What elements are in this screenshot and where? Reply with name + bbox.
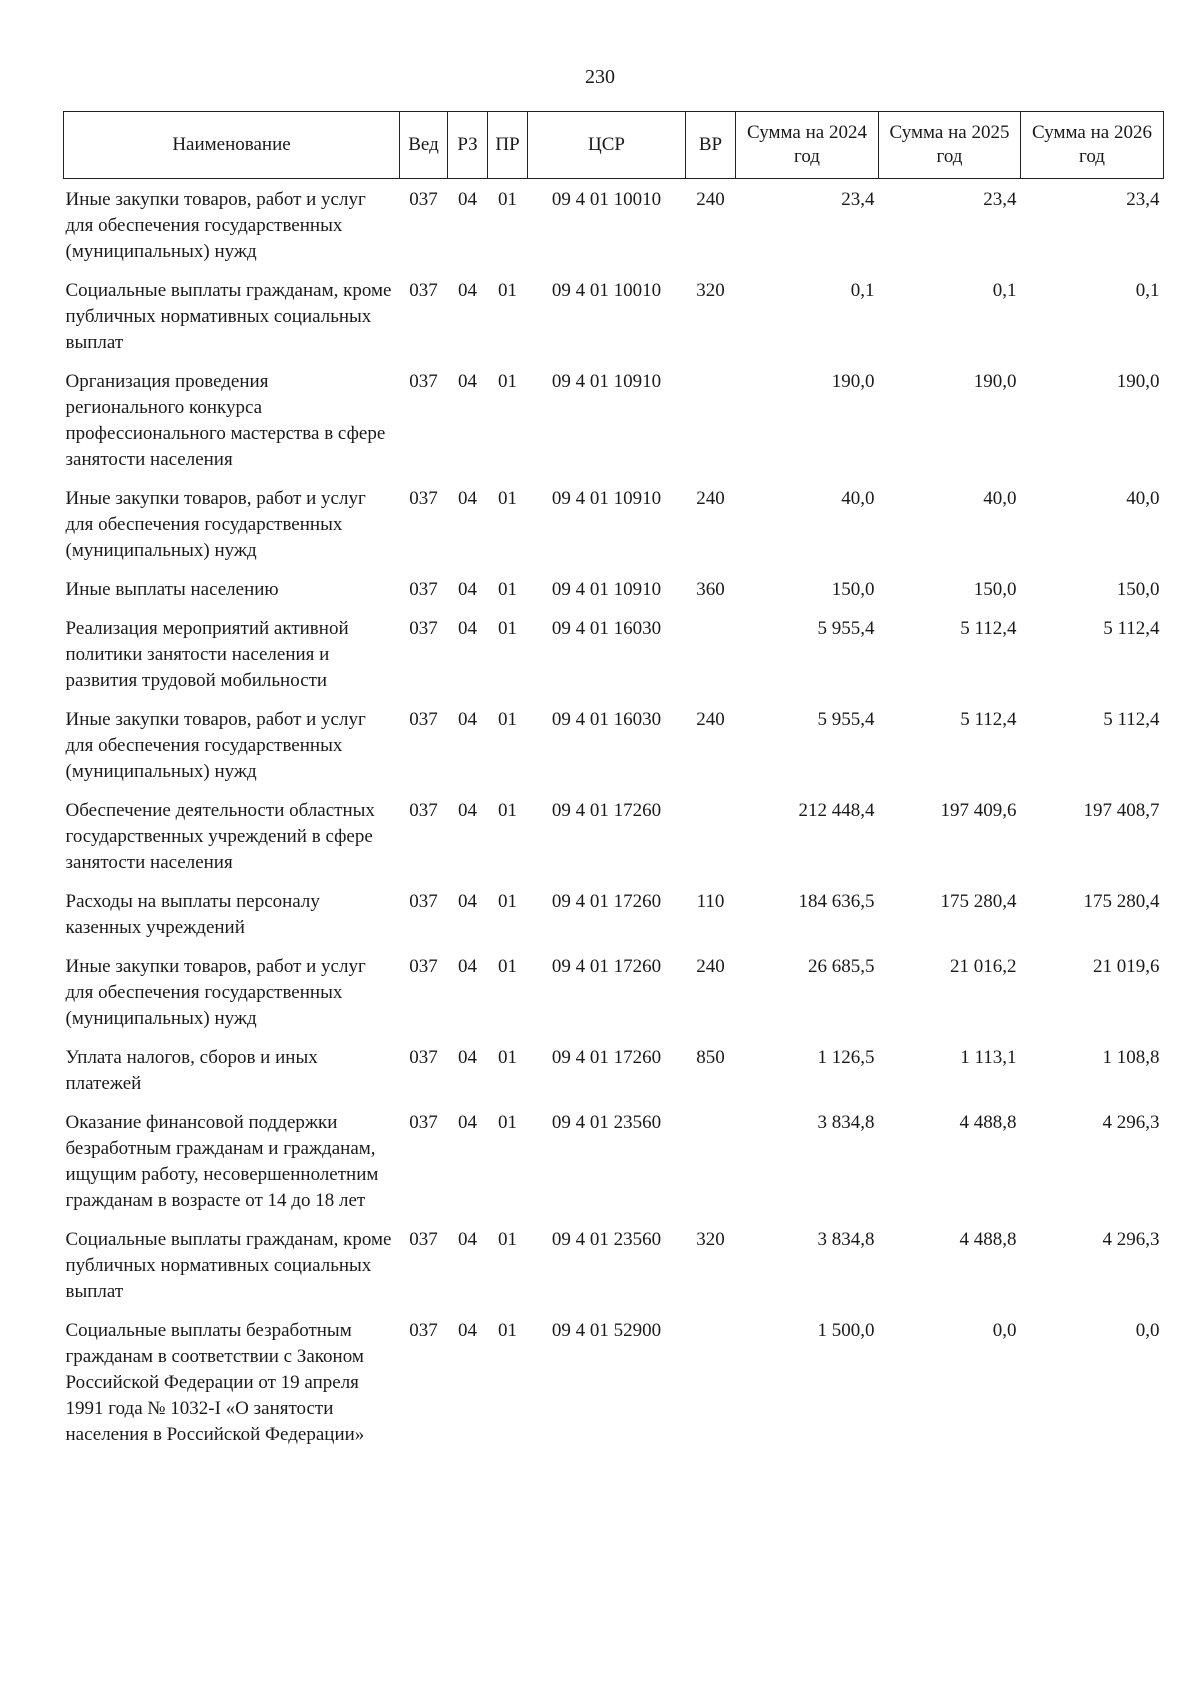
row-pr: 01 [498,800,517,821]
table-row [64,1037,1164,1102]
row-sum-2025: 4 488,8 [959,1112,1017,1133]
row-csr: 09 4 01 17260 [551,1047,662,1068]
table-row [64,790,1164,881]
row-vr: 240 [696,189,725,210]
row-sum-2026: 4 296,3 [1102,1112,1160,1133]
row-vr: 320 [696,1229,725,1250]
row-sum-2024: 1 500,0 [817,1320,875,1341]
row-sum-2026: 21 019,6 [1093,956,1160,977]
row-sum-2025: 23,4 [983,189,1017,210]
row-csr: 09 4 01 52900 [551,1320,662,1341]
row-ved: 037 [409,579,438,600]
row-csr: 09 4 01 17260 [551,891,662,912]
row-rz: 04 [458,1320,477,1341]
table-row [64,1310,1164,1453]
table-row [64,179,1164,271]
row-name: Реализация мероприятий активной политики занятости населения и развития трудовой мобильности [65,618,349,691]
row-sum-2026: 23,4 [1126,189,1160,210]
row-sum-2024: 212 448,4 [798,800,875,821]
row-sum-2026: 197 408,7 [1083,800,1160,821]
row-pr: 01 [498,891,517,912]
row-sum-2025: 190,0 [973,371,1017,392]
row-ved: 037 [409,956,438,977]
row-ved: 037 [409,1320,438,1341]
table-row [64,1219,1164,1310]
row-vr: 240 [696,956,725,977]
row-name: Иные закупки товаров, работ и услуг для обеспечения государственных (муниципальных) нужд [65,709,366,782]
row-ved: 037 [409,618,438,639]
row-ved: 037 [409,280,438,301]
row-name: Иные закупки товаров, работ и услуг для обеспечения государственных (муниципальных) нужд [65,488,366,561]
row-sum-2025: 40,0 [983,488,1017,509]
row-vr: 240 [696,709,725,730]
row-pr: 01 [498,1112,517,1133]
row-pr: 01 [498,189,517,210]
row-sum-2025: 0,1 [992,280,1017,301]
row-csr: 09 4 01 10010 [551,280,662,301]
table-row [64,270,1164,361]
row-csr: 09 4 01 10910 [551,488,662,509]
header-sum-2024: Сумма на 2024 год [736,112,879,179]
row-sum-2024: 184 636,5 [798,891,875,912]
row-ved: 037 [409,891,438,912]
row-sum-2024: 5 955,4 [817,618,875,639]
header-ved: Вед [400,112,448,179]
row-ved: 037 [409,189,438,210]
row-pr: 01 [498,488,517,509]
row-vr [686,1310,736,1453]
row-sum-2026: 4 296,3 [1102,1229,1160,1250]
row-sum-2026: 0,0 [1135,1320,1160,1341]
header-row [64,112,1164,179]
table-row [64,361,1164,478]
row-pr: 01 [498,280,517,301]
row-rz: 04 [458,579,477,600]
row-rz: 04 [458,891,477,912]
row-rz: 04 [458,371,477,392]
row-sum-2024: 40,0 [841,488,875,509]
row-sum-2024: 5 955,4 [817,709,875,730]
row-sum-2025: 5 112,4 [960,709,1017,730]
row-sum-2026: 150,0 [1116,579,1160,600]
header-sum-2025: Сумма на 2025 год [879,112,1021,179]
row-ved: 037 [409,1229,438,1250]
header-name: Наименование [64,112,400,179]
row-sum-2025: 21 016,2 [950,956,1017,977]
row-vr [686,361,736,478]
row-csr: 09 4 01 16030 [551,709,662,730]
row-sum-2026: 5 112,4 [1103,709,1160,730]
row-sum-2025: 5 112,4 [960,618,1017,639]
row-rz: 04 [458,488,477,509]
row-pr: 01 [498,1320,517,1341]
row-sum-2026: 0,1 [1135,280,1160,301]
row-sum-2025: 197 409,6 [940,800,1017,821]
row-csr: 09 4 01 10010 [551,189,662,210]
row-sum-2024: 1 126,5 [817,1047,875,1068]
header-sum-2026: Сумма на 2026 год [1021,112,1164,179]
table-row [64,1102,1164,1219]
row-sum-2025: 1 113,1 [960,1047,1017,1068]
row-pr: 01 [498,709,517,730]
row-ved: 037 [409,1112,438,1133]
row-rz: 04 [458,956,477,977]
row-vr [686,790,736,881]
row-sum-2024: 23,4 [841,189,875,210]
budget-table [63,111,1164,1453]
row-pr: 01 [498,579,517,600]
row-sum-2024: 0,1 [850,280,875,301]
row-pr: 01 [498,371,517,392]
row-pr: 01 [498,1229,517,1250]
row-rz: 04 [458,1229,477,1250]
row-ved: 037 [409,488,438,509]
row-sum-2025: 150,0 [973,579,1017,600]
row-csr: 09 4 01 17260 [551,956,662,977]
row-sum-2026: 175 280,4 [1083,891,1160,912]
row-csr: 09 4 01 10910 [551,371,662,392]
row-sum-2024: 3 834,8 [817,1229,875,1250]
row-name: Иные выплаты населению [65,579,279,600]
row-vr: 320 [696,280,725,301]
row-name: Обеспечение деятельности областных государственных учреждений в сфере занятости населения [65,800,375,873]
row-name: Уплата налогов, сборов и иных платежей [65,1047,318,1094]
row-vr: 360 [696,579,725,600]
header-vr: ВР [686,112,736,179]
row-name: Оказание финансовой поддержки безработным гражданам и гражданам, ищущим работу, несовершеннолетним гражданам в возрасте от 14 до 18 лет [65,1112,379,1211]
row-rz: 04 [458,800,477,821]
row-name: Иные закупки товаров, работ и услуг для обеспечения государственных (муниципальных) нужд [65,189,366,262]
row-rz: 04 [458,1047,477,1068]
row-csr: 09 4 01 10910 [551,579,662,600]
table-row [64,608,1164,699]
row-vr: 850 [696,1047,725,1068]
row-vr [686,608,736,699]
row-name: Расходы на выплаты персоналу казенных учреждений [65,891,320,938]
row-sum-2024: 26 685,5 [808,956,875,977]
row-name: Социальные выплаты гражданам, кроме публичных нормативных социальных выплат [65,280,392,353]
row-vr: 110 [696,891,725,912]
table-body [64,179,1164,1454]
row-rz: 04 [458,1112,477,1133]
row-sum-2024: 150,0 [831,579,875,600]
header-rz: РЗ [448,112,488,179]
table-header [64,112,1164,179]
row-csr: 09 4 01 16030 [551,618,662,639]
header-csr: ЦСР [528,112,686,179]
row-vr: 240 [696,488,725,509]
table-row [64,946,1164,1037]
table-row [64,478,1164,569]
row-ved: 037 [409,800,438,821]
row-ved: 037 [409,371,438,392]
row-ved: 037 [409,709,438,730]
row-pr: 01 [498,956,517,977]
row-name: Иные закупки товаров, работ и услуг для обеспечения государственных (муниципальных) нужд [65,956,366,1029]
table-row [64,699,1164,790]
header-pr: ПР [488,112,528,179]
row-csr: 09 4 01 23560 [551,1112,662,1133]
row-pr: 01 [498,618,517,639]
row-csr: 09 4 01 23560 [551,1229,662,1250]
row-rz: 04 [458,709,477,730]
row-sum-2025: 4 488,8 [959,1229,1017,1250]
row-name: Социальные выплаты безработным гражданам в соответствии с Законом Российской Федерации от 19 апреля 1991 года № 1032-I «О занятости населения в Российской Федерации» [65,1320,365,1445]
row-ved: 037 [409,1047,438,1068]
row-sum-2025: 0,0 [992,1320,1017,1341]
row-pr: 01 [498,1047,517,1068]
row-name: Социальные выплаты гражданам, кроме публичных нормативных социальных выплат [65,1229,392,1302]
table-row [64,881,1164,946]
table-row [64,569,1164,608]
row-sum-2024: 3 834,8 [817,1112,875,1133]
row-sum-2026: 40,0 [1126,488,1160,509]
row-sum-2025: 175 280,4 [940,891,1017,912]
row-vr [686,1102,736,1219]
page-number: 230 [585,66,615,88]
row-rz: 04 [458,618,477,639]
row-rz: 04 [458,280,477,301]
row-sum-2026: 190,0 [1116,371,1160,392]
row-sum-2026: 1 108,8 [1102,1047,1160,1068]
row-csr: 09 4 01 17260 [551,800,662,821]
row-name: Организация проведения регионального конкурса профессионального мастерства в сфере занятости населения [65,371,386,470]
row-sum-2026: 5 112,4 [1103,618,1160,639]
row-sum-2024: 190,0 [831,371,875,392]
row-rz: 04 [458,189,477,210]
